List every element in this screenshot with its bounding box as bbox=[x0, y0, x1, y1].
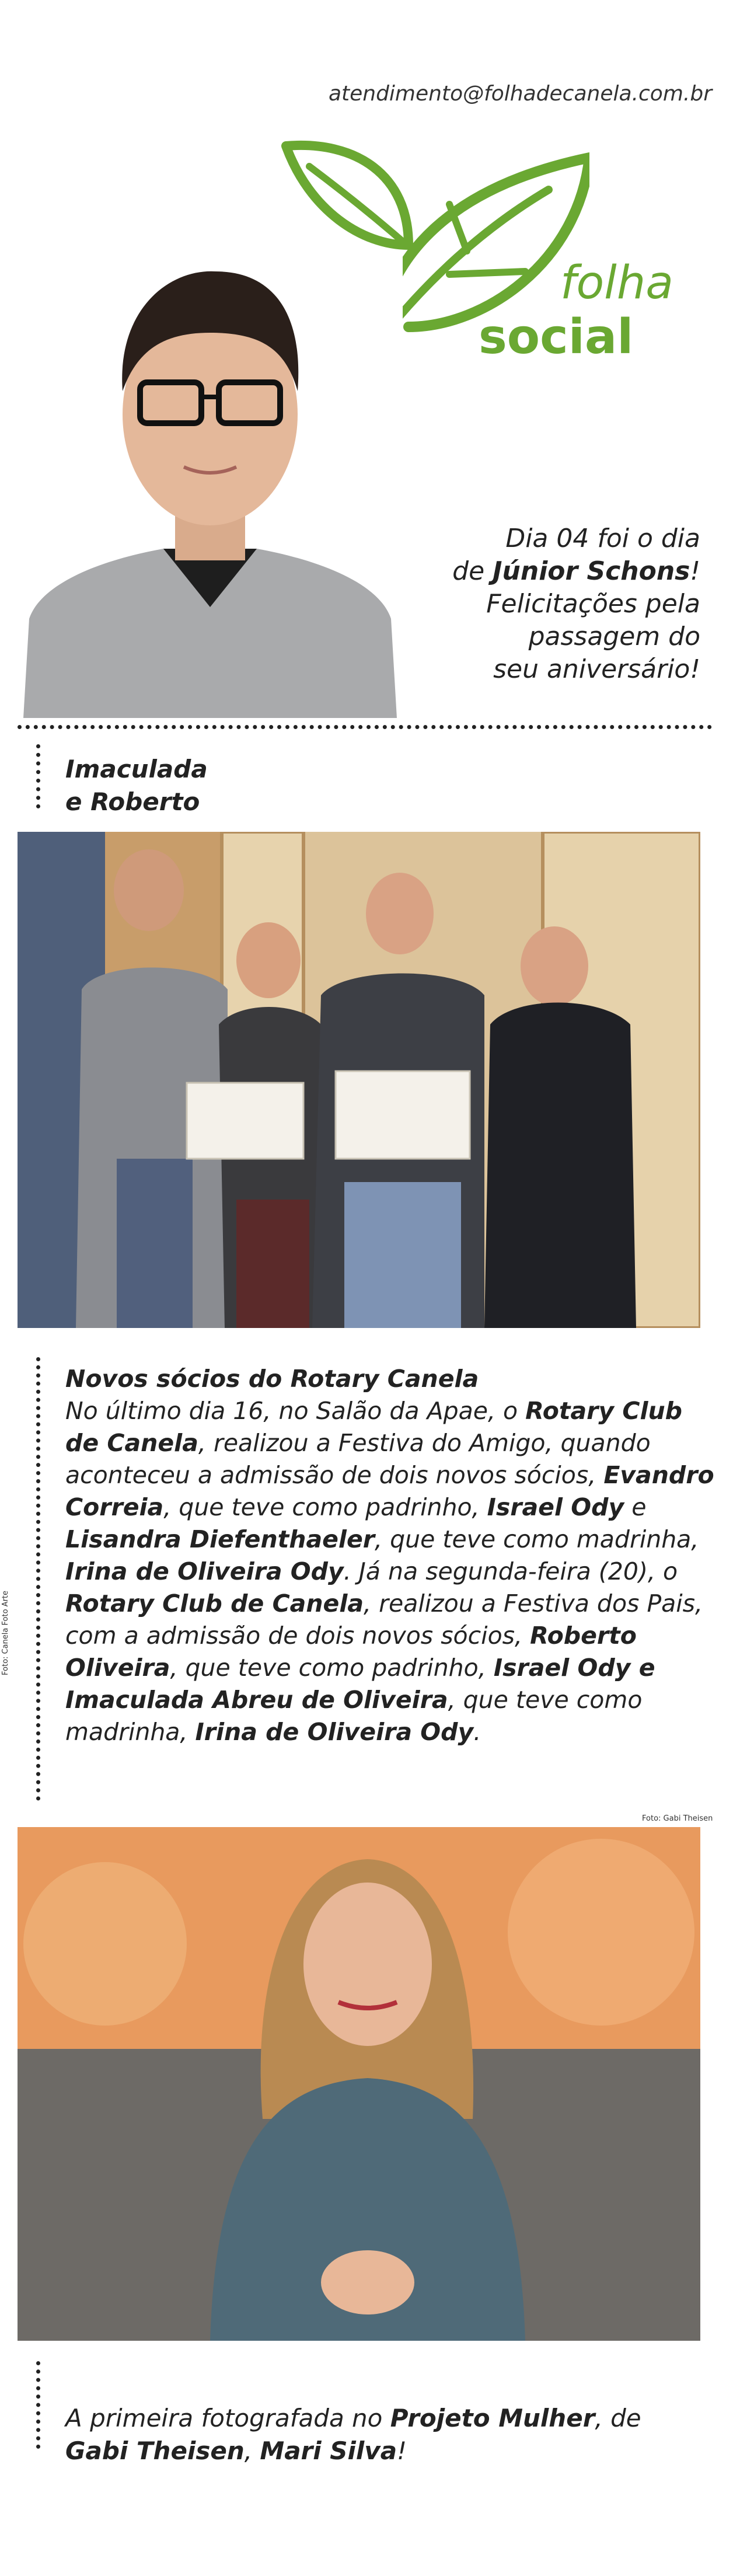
group-photo bbox=[18, 832, 700, 1328]
birthday-line-3: Felicitações pela bbox=[486, 589, 700, 619]
vertical-divider-1 bbox=[36, 744, 40, 808]
birthday-name: Júnior Schons bbox=[493, 556, 690, 586]
birthday-caption bbox=[426, 522, 700, 686]
portrait-caption: A primeira fotografada no Projeto Mulher, de Gabi Theisen, Mari Silva! bbox=[65, 2404, 641, 2465]
birthday-line-1: Dia 04 foi o dia bbox=[505, 524, 700, 553]
portrait-photo bbox=[18, 1827, 700, 2341]
birthday-line-5: seu aniversário! bbox=[493, 654, 700, 684]
vertical-divider-2 bbox=[36, 1357, 40, 1801]
section-divider bbox=[18, 725, 712, 729]
birthday-line-4: passagem do bbox=[528, 622, 700, 651]
logo-word-folha: folha bbox=[560, 257, 674, 309]
article-title: Novos sócios do Rotary Canela bbox=[65, 1365, 479, 1393]
portrait-photo-credit: Foto: Gabi Theisen bbox=[642, 1814, 713, 1823]
vertical-divider-3 bbox=[36, 2361, 40, 2449]
birthday-line-2: de Júnior Schons! bbox=[452, 556, 700, 586]
logo-word-social: social bbox=[479, 309, 634, 365]
side-photo-credit: Foto: Canela Foto Arte bbox=[1, 1590, 10, 1675]
rotary-article: Novos sócios do Rotary Canela No último dia 16, no Salão da Apae, o Rotary Club de Canela, realizou a Festiva do Amigo, quando aconteceu a admissão de dois novos sócios, Evandro Correia, que teve como padrinho, Israel Ody e Lisandra Diefenthaeler, que teve como madrinha, Irina de Oliveira Ody. Já na segunda-feira (20), o Rotary Club de Canela, realizou a Festiva dos Pais, com a admissão de dois novos sócios, Roberto Oliveira, que teve como padrinho, Israel Ody e Imaculada Abreu de Oliveira, que teve como madrinha, Irina de Oliveira Ody. bbox=[65, 1363, 719, 1748]
couple-heading: Imaculada e Roberto bbox=[65, 755, 208, 816]
contact-email[interactable]: atendimento@folhadecanela.com.br bbox=[328, 82, 712, 106]
birthday-photo bbox=[18, 257, 403, 718]
